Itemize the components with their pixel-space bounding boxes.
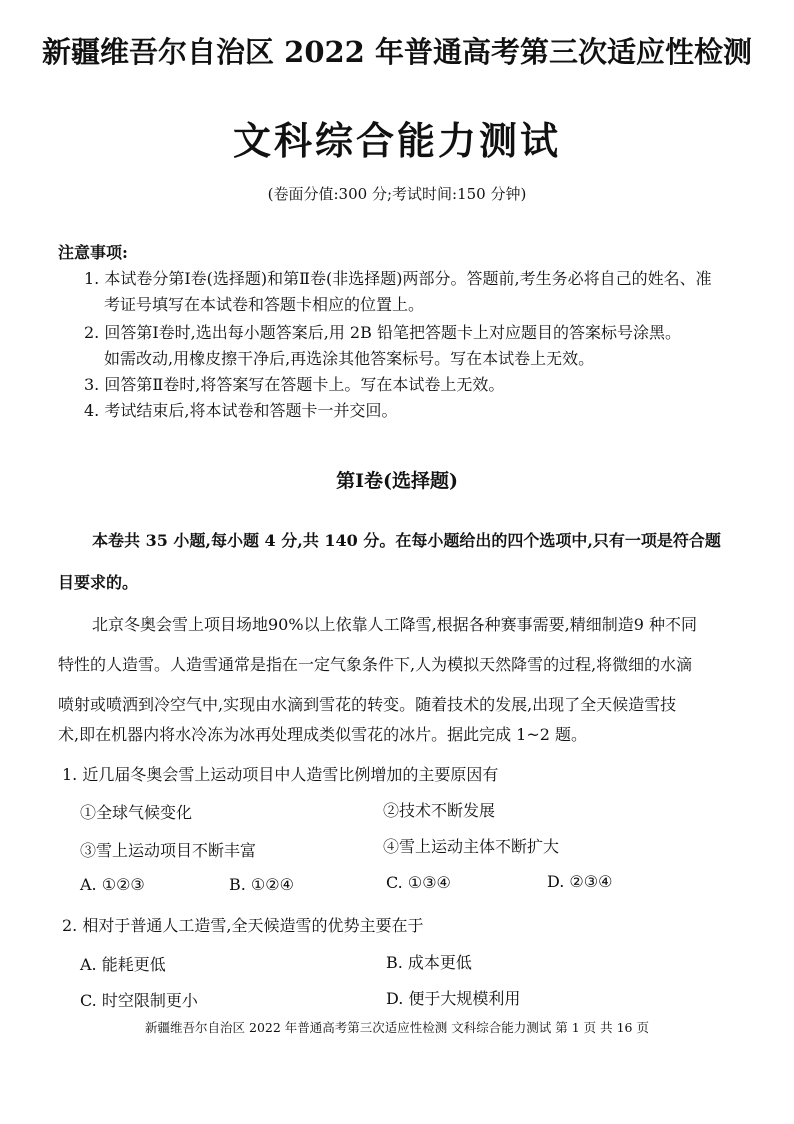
question-1-statement: ③雪上运动项目不断丰富 xyxy=(80,841,257,860)
note-line: 考证号填写在本试卷和答题卡相应的位置上。 xyxy=(104,295,425,314)
question-1-statement: ①全球气候变化 xyxy=(80,803,193,822)
question-2-stem: 2. 相对于普通人工造雪,全天候造雪的优势主要在于 xyxy=(62,916,424,935)
note-line: 3. 回答第Ⅱ卷时,将答案写在答题卡上。写在本试卷上无效。 xyxy=(84,375,505,394)
question-1-option-c: C. ①③④ xyxy=(386,873,451,892)
question-2-option-d: D. 便于大规模利用 xyxy=(386,989,521,1008)
note-line: 4. 考试结束后,将本试卷和答题卡一并交回。 xyxy=(84,401,398,420)
passage-line: 北京冬奥会雪上项目场地90%以上依靠人工降雪,根据各种赛事需要,精细制造9 种不同 xyxy=(92,615,698,634)
note-line: 如需改动,用橡皮擦干净后,再选涂其他答案标号。写在本试卷上无效。 xyxy=(104,349,595,368)
section-heading: 第Ⅰ卷(选择题) xyxy=(336,470,458,492)
question-1-option-d: D. ②③④ xyxy=(547,872,613,891)
exam-info: (卷面分值:300 分;考试时间:150 分钟) xyxy=(267,185,527,203)
subject-title: 文科综合能力测试 xyxy=(232,118,561,163)
notes-heading: 注意事项: xyxy=(58,243,128,262)
question-2-option-a: A. 能耗更低 xyxy=(80,955,166,974)
question-1-statement: ②技术不断发展 xyxy=(383,801,496,820)
passage-line: 术,即在机器内将水冷冻为冰再处理成类似雪花的冰片。据此完成 1~2 题。 xyxy=(58,725,588,744)
question-1-option-b: B. ①②④ xyxy=(229,875,294,894)
passage-line: 特性的人造雪。人造雪通常是指在一定气象条件下,人为模拟天然降雪的过程,将微细的水滴 xyxy=(58,655,693,674)
question-1-stem: 1. 近几届冬奥会雪上运动项目中人造雪比例增加的主要原因有 xyxy=(62,765,499,784)
exam-header-title: 新疆维吾尔自治区 2022 年普通高考第三次适应性检测 xyxy=(42,35,752,69)
section-intro-line: 目要求的。 xyxy=(58,573,139,592)
page-footer: 新疆维吾尔自治区 2022 年普通高考第三次适应性检测 文科综合能力测试 第 1 页 共 16 页 xyxy=(145,1020,649,1035)
question-1-statement: ④雪上运动主体不断扩大 xyxy=(383,837,560,856)
section-intro-line: 本卷共 35 小题,每小题 4 分,共 140 分。在每小题给出的四个选项中,只有一项是符合题 xyxy=(92,531,721,550)
note-line: 1. 本试卷分第Ⅰ卷(选择题)和第Ⅱ卷(非选择题)两部分。答题前,考生务必将自己的姓名、准 xyxy=(84,269,712,288)
passage-line: 喷射或喷洒到冷空气中,实现由水滴到雪花的转变。随着技术的发展,出现了全天候造雪技 xyxy=(58,695,677,714)
question-2-option-b: B. 成本更低 xyxy=(386,953,472,972)
note-line: 2. 回答第Ⅰ卷时,选出每小题答案后,用 2B 铅笔把答题卡上对应题目的答案标号涂黑。 xyxy=(84,323,681,342)
question-2-option-c: C. 时空限制更小 xyxy=(80,991,198,1010)
question-1-option-a: A. ①②③ xyxy=(80,875,145,894)
